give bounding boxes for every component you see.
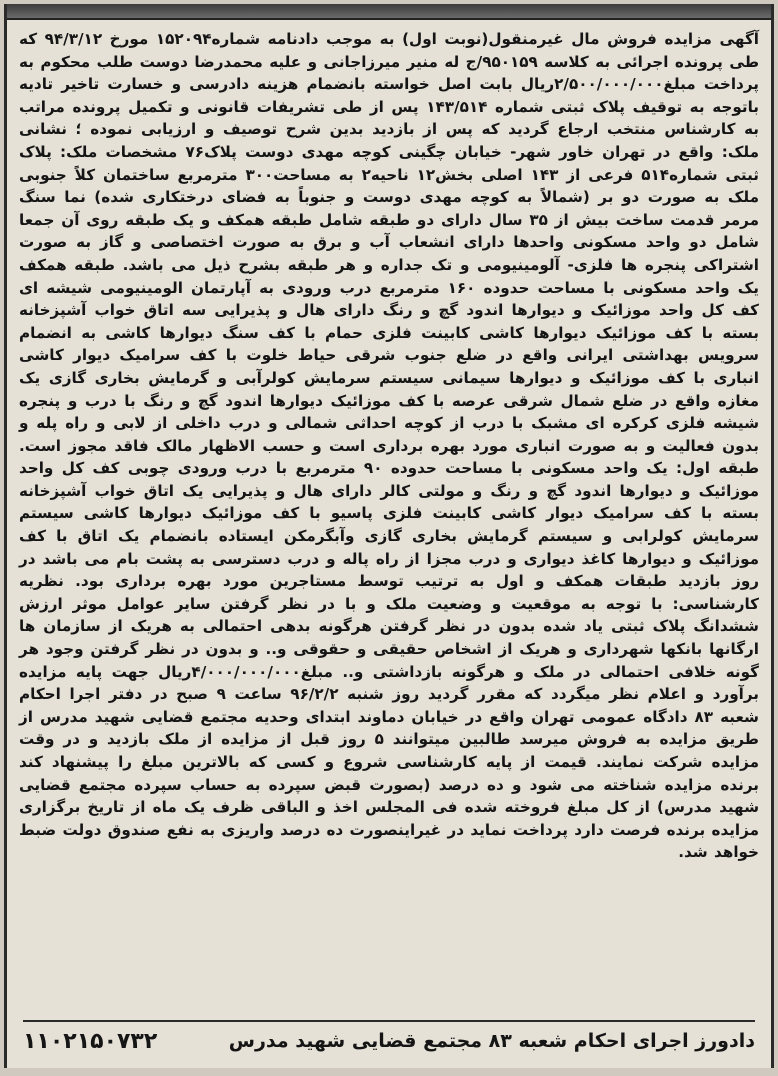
ad-reference-number: ۱۱۰۲۱۵۰۷۳۲: [23, 1028, 158, 1054]
ad-body-text: آگهی مزایده فروش مال غیرمنقول(نوبت اول) به موجب دادنامه شماره۱۵۲۰۹۴ مورخ ۹۴/۳/۱۲ که طی پرونده اجرائی به کلاسه ۹۵۰۱۵۹/ج له منیر میرزاجانی و علیه محمدرضا دوست طلب محکوم به پرداخت مبلغ۲/۵۰۰/۰۰۰/۰۰۰ریال بابت اصل خواسته بانضمام هزینه دادرسی و خسارت تاخیر تادیه باتوجه به توقیف پلاک ثبتی شماره ۱۴۳/۵۱۴ پس از طی تشریفات قانونی و تکمیل پرونده مراتب به کارشناس منتخب ارجاع گردید که پس از بازدید بدین شرح توصیف و ارزیابی نموده ؛ نشانی ملک: واقع در تهران خاور شهر- خیابان چگینی کوچه مهدی دوست پلاک۷۶ مشخصات ملک: پلاک ثبتی شماره۵۱۴ فرعی از ۱۴۳ اصلی بخش۱۲ ناحیه۲ به مساحت۳۰۰ مترمربع ساختمان کلاً جنوبی ملک به صورت دو بر (شمالاً به کوچه مهدی دوست و جنوباً به فضای درختکاری شده) نما سنگ مرمر قدمت ساخت بیش از ۳۵ سال دارای دو طبقه شامل طبقه همکف و یک طبقه روی آن جمعا شامل دو واحد مسکونی واحدها دارای انشعاب آب و برق به صورت اختصاصی و گاز به صورت اشتراکی پنجره ها فلزی- آلومینیومی و تک جداره و هر طبقه بشرح ذیل می باشد. طبقه همکف یک واحد مسکونی با مساحت حدوده ۱۶۰ مترمربع درب ورودی به آپارتمان الومینیومی شیشه ای کف کل واحد موزائیک و دیوارها اندود گچ و رنگ دارای هال و پذیرایی سه اتاق خواب آشپزخانه بسته با کف موزائیک دیوارها کاشی کابینت فلزی حمام با کف سنگ دیوارها کاشی به انضمام سرویس بهداشتی ایرانی واقع در ضلع جنوب شرقی حیاط خلوت با کف سرامیک دیوار کاشی انباری با کف موزائیک و دیوارها سیمانی سیستم سرمایش کولرآبی و گرمایش بخاری گازی یک مغازه واقع در ضلع شمال شرقی عرصه با کف موزائیک دیوارها اندود گچ و رنگ با درب و پنجره شیشه فلزی کرکره ای مشبک با درب از کوچه احداثی شمالی و درب داخلی از لابی و راه پله و بدون فعالیت و به صورت انباری مورد بهره برداری است و حسب الاظهار مالک فاقد مجوز است. طبقه اول: یک واحد مسکونی با مساحت حدوده ۹۰ مترمربع با درب ورودی چوبی کف کل واحد موزائیک و دیوارها اندود گچ و رنگ و مولتی کالر دارای هال و پذیرایی یک اتاق خواب آشپزخانه بسته با کف سرامیک دیوار کاشی کابینت فلزی پاسیو با کف موزائیک دیوارها کاشی سیستم سرمایش کولرابی و سیستم گرمایش بخاری گازی وآبگرمکن ایستاده بانضمام یک اتاق با کف موزائیک و دیوارها کاغذ دیواری و درب مجزا از راه پاله و درب دسترسی به پشت بام می باشد در روز بازدید طبقات همکف و اول به ترتیب توسط مستاجرین مورد بهره برداری بود. نظریه کارشناسی: با توجه به موقعیت و وضعیت ملک و با در نظر گرفتن سایر عوامل موثر ارزش ششدانگ پلاک ثبتی یاد شده بدون در نظر گرفتن هرگونه بدهی احتمالی به هریک از سازمان ها ارگانها بانکها شهرداری و هریک از اشخاص حقیقی و حقوقی و.. و بدون در نظر گرفتن وجود هر گونه خلافی احتمالی در ملک و هرگونه بازداشتی و.. مبلغ۴/۰۰۰/۰۰۰/۰۰۰ریال جهت پایه مزایده برآورد و اعلام نظر میگردد که مقرر گردید روز شنبه ۹۶/۲/۲ ساعت ۹ صبح در دفتر اجرا احکام شعبه ۸۳ دادگاه عمومی تهران واقع در خیابان دماوند ابتدای وحدیه مجتمع قضایی شهید مدرس از طریق مزایده به فروش میرسد طالبین میتوانند ۵ روز قبل از مزایده از ملک بازدید و در وقت مزایده شرکت نمایند. قیمت از پایه کارشناسی شروع و کسی که بالاترین مبلغ را پیشنهاد کند برنده مزایده شناخته می شود و ده درصد (بصورت قبض سپرده به حساب سپرده مجتمع قضایی شهید مدرس) از کل مبلغ فروخته شده فی المجلس اخذ و الباقی ظرف یک ماه از تاریخ برگزاری مزایده برنده فرصت دارد پرداخت نماید در غیراینصورت ده درصد واریزی به نفع صندوق دولت ضبط خواهد شد.: [19, 30, 760, 862]
ad-footer: [23, 1020, 755, 1056]
newspaper-ad: [4, 4, 774, 1068]
ad-body: [7, 20, 771, 864]
top-border-strip: [7, 4, 771, 20]
issuer-signature: دادورز اجرای احکام شعبه ۸۳ مجتمع قضایی شهید مدرس: [228, 1030, 755, 1052]
